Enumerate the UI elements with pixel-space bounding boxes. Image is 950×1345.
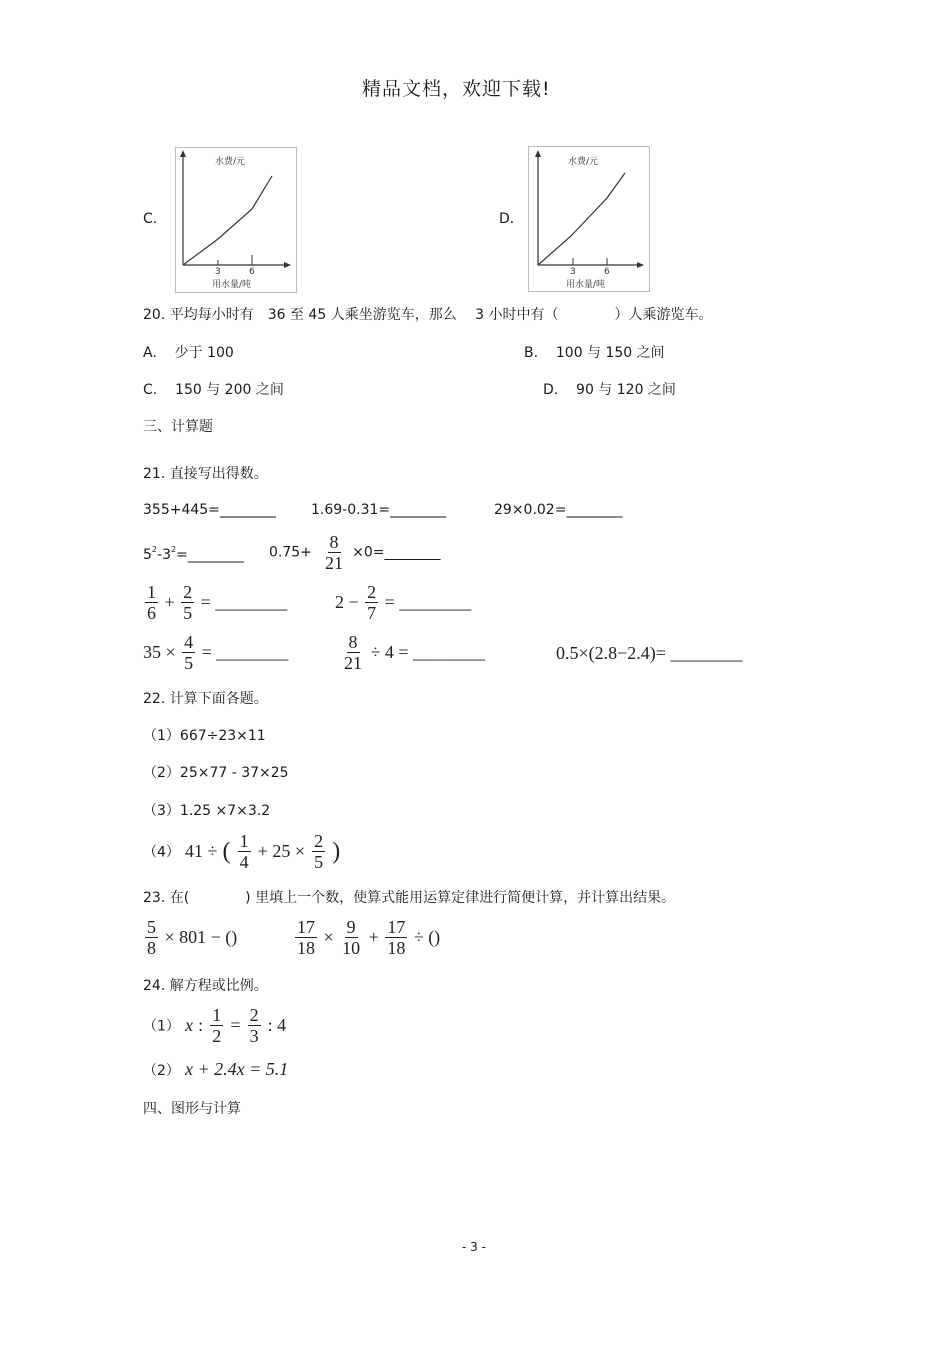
x-tick-6-c: 6 xyxy=(249,267,255,277)
operator: + xyxy=(368,927,379,947)
denominator: 2 xyxy=(212,1026,222,1046)
y-axis-label-c: 水费/元 xyxy=(215,157,246,167)
denominator: 21 xyxy=(325,553,343,573)
q20-option-b-text: 100 与 150 之间 xyxy=(555,345,665,361)
expr-tail: : 4 xyxy=(267,1015,287,1035)
q24-item-2 xyxy=(143,1059,288,1080)
graph-option-c xyxy=(175,147,297,293)
q22-item-4 xyxy=(143,832,340,871)
denominator: 4 xyxy=(239,852,249,872)
q23-expr-1 xyxy=(143,918,237,957)
fraction xyxy=(342,633,364,672)
numerator: 4 xyxy=(184,632,194,652)
fraction xyxy=(365,583,378,622)
answer-blank: ÷ 4 = ________ xyxy=(370,642,486,662)
numerator: 8 xyxy=(348,632,358,652)
item-prefix: （4） xyxy=(143,844,180,861)
section-3-title: 三、计算题 xyxy=(143,419,213,435)
right-paren: ) xyxy=(332,838,341,865)
ratio-colon: : xyxy=(198,1015,204,1035)
operator: × xyxy=(323,927,334,947)
graph-option-d xyxy=(528,146,650,292)
y-axis-label-d: 水费/元 xyxy=(568,157,599,167)
q21-r3-e1 xyxy=(143,583,287,622)
q22-item-2: （2）25×77 - 37×25 xyxy=(143,765,289,781)
q21-r4-e1 xyxy=(143,633,288,672)
q20-option-a-key: A. xyxy=(143,345,157,361)
numerator: 5 xyxy=(147,917,156,937)
denominator: 21 xyxy=(344,653,362,673)
q21-r4-e2 xyxy=(340,633,485,672)
q20-option-c-key: C. xyxy=(143,382,158,398)
q20-option-c xyxy=(143,379,284,399)
base-3: -3 xyxy=(157,547,171,563)
q22-stem: 22. 计算下面各题。 xyxy=(143,691,268,707)
q20-option-a-text: 少于 100 xyxy=(174,345,234,361)
exponent: 2 xyxy=(170,545,177,554)
q24-stem: 24. 解方程或比例。 xyxy=(143,978,268,994)
q23-expr-2 xyxy=(293,918,440,957)
q22-item-1: （1）667÷23×11 xyxy=(143,728,266,744)
item-prefix: （2） xyxy=(143,1063,180,1079)
q22-item-3: （3）1.25 ×7×3.2 xyxy=(143,803,271,819)
series-line-c xyxy=(183,176,272,265)
page-number: - 3 - xyxy=(462,1240,486,1254)
numerator: 9 xyxy=(346,917,356,937)
section-4-title: 四、图形与计算 xyxy=(143,1101,241,1117)
numerator: 17 xyxy=(387,917,406,937)
expr-suffix: ×0=________ xyxy=(352,544,441,561)
denominator: 8 xyxy=(147,938,156,958)
answer-blank: = ________ xyxy=(201,642,289,662)
denominator: 6 xyxy=(147,603,156,623)
q21-r2-e2 xyxy=(269,533,440,572)
line-chart-c xyxy=(175,147,297,293)
option-c-label: C. xyxy=(143,211,158,227)
q21-r1-e2: 1.69-0.31=________ xyxy=(311,502,447,518)
denominator: 5 xyxy=(314,852,324,872)
x-axis-label-c: 用水量/吨 xyxy=(212,280,252,290)
numerator: 2 xyxy=(314,831,324,851)
fraction xyxy=(295,918,317,957)
q20-option-d-key: D. xyxy=(543,382,559,398)
numerator: 1 xyxy=(239,831,249,851)
x-axis-label-d: 用水量/吨 xyxy=(566,280,606,290)
fraction xyxy=(145,918,158,957)
numerator: 2 xyxy=(183,582,193,602)
variable-x: x xyxy=(185,1015,194,1035)
fraction xyxy=(210,1006,223,1045)
denominator: 5 xyxy=(183,603,193,623)
fraction xyxy=(181,583,194,622)
series-line-d xyxy=(538,173,625,265)
denominator: 18 xyxy=(387,938,406,958)
fraction xyxy=(312,832,325,871)
exponent: 2 xyxy=(151,545,158,554)
q20-option-d xyxy=(543,379,676,399)
q24-item-1 xyxy=(143,1006,286,1045)
expr-prefix: 41 ÷ xyxy=(185,841,218,861)
answer-blank: = ________ xyxy=(200,592,288,612)
expr-tail: × 801 − () xyxy=(164,927,238,947)
fraction xyxy=(182,633,195,672)
q20-option-a xyxy=(143,342,234,362)
fraction xyxy=(340,918,362,957)
q23-stem: 23. 在( ) 里填上一个数，使算式能用运算定律进行简便计算，并计算出结果。 xyxy=(143,890,676,906)
operator: + xyxy=(164,592,175,612)
denominator: 5 xyxy=(184,653,194,673)
numerator: 17 xyxy=(297,917,315,937)
q21-r3-e2 xyxy=(335,583,471,622)
q21-r4-e3: 0.5×(2.8−2.4)= ________ xyxy=(556,643,743,663)
q20-option-b-key: B. xyxy=(524,345,539,361)
fraction xyxy=(248,1006,261,1045)
answer-blank: = ________ xyxy=(384,592,472,612)
q20-stem: 20. 平均每小时有 36 至 45 人乘坐游览车，那么 3 小时中有（ ）人乘游览车。 xyxy=(143,307,713,323)
page-header-title: 精品文档，欢迎下载! xyxy=(362,78,551,100)
q20-option-d-text: 90 与 120 之间 xyxy=(576,382,676,398)
option-d-label: D. xyxy=(499,211,515,227)
q20-option-c-text: 150 与 200 之间 xyxy=(175,382,284,398)
answer-blank: =________ xyxy=(176,547,244,563)
line-chart-d xyxy=(528,146,650,292)
equation: x + 2.4x = 5.1 xyxy=(185,1059,289,1079)
fraction xyxy=(385,918,407,957)
q21-r2-e1 xyxy=(143,545,244,563)
numerator: 2 xyxy=(249,1005,259,1025)
expr-tail: ÷ () xyxy=(413,927,441,947)
x-tick-6-d: 6 xyxy=(604,267,610,277)
q21-r1-e1: 355+445=________ xyxy=(143,502,276,518)
x-tick-3-c: 3 xyxy=(215,267,221,277)
base-5: 5 xyxy=(143,547,152,563)
equals-sign: = xyxy=(230,1015,241,1035)
denominator: 10 xyxy=(342,938,361,958)
q21-stem: 21. 直接写出得数。 xyxy=(143,466,268,482)
expr-prefix: 2 − xyxy=(335,592,359,612)
q20-option-b xyxy=(524,342,665,362)
denominator: 3 xyxy=(249,1026,259,1046)
numerator: 2 xyxy=(367,582,377,602)
expr-mid: + 25 × xyxy=(257,841,305,861)
denominator: 7 xyxy=(367,603,377,623)
item-prefix: （1） xyxy=(143,1018,180,1035)
numerator: 1 xyxy=(212,1005,222,1025)
numerator: 1 xyxy=(147,582,156,602)
numerator: 8 xyxy=(329,532,339,552)
q21-r1-e3: 29×0.02=________ xyxy=(494,502,623,518)
expr-prefix: 0.75+ xyxy=(269,544,312,561)
fraction xyxy=(145,583,158,622)
fraction xyxy=(238,832,251,871)
denominator: 18 xyxy=(297,938,315,958)
x-tick-3-d: 3 xyxy=(570,267,576,277)
fraction-8-21 xyxy=(323,533,345,572)
expr-prefix: 35 × xyxy=(143,642,176,662)
left-paren: ( xyxy=(222,838,231,865)
